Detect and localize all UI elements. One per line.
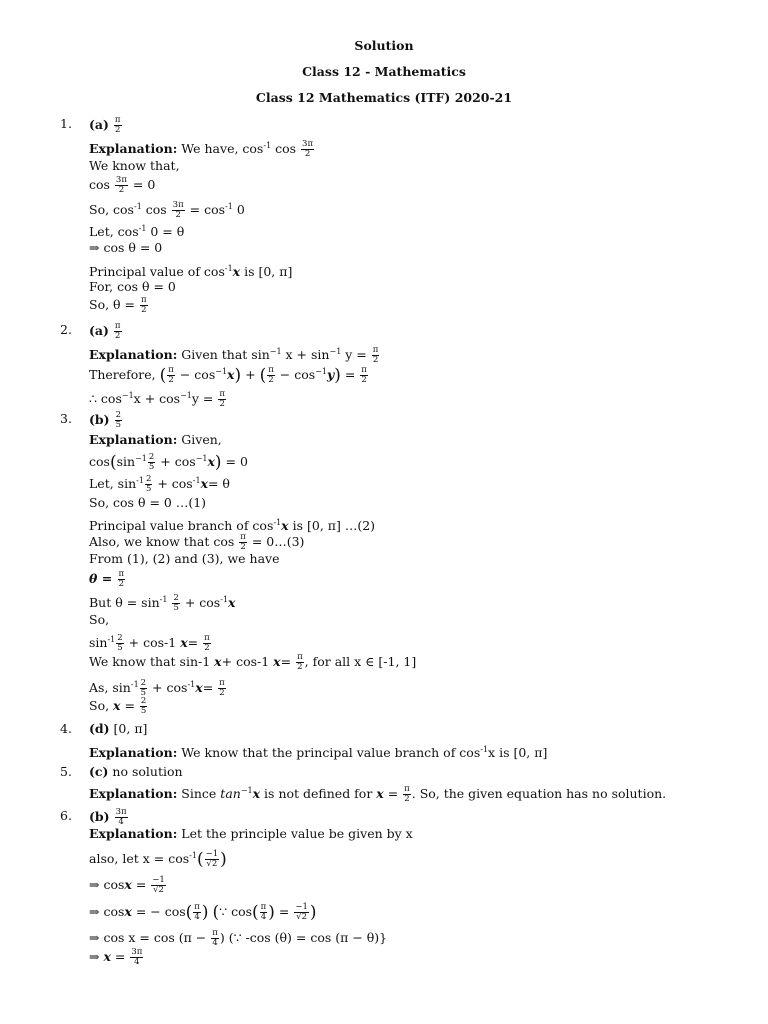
question-number: 2. [60, 322, 72, 337]
math-line: We know that sin-1 x+ cos-1 x= $\frac{\pi}{2}$ , for all x ∈ [-1, 1] [89, 652, 417, 672]
explanation-line: Explanation: Let the principle value be given by x [89, 826, 413, 841]
math-line: So, θ = $\frac{\pi}{2}$ [89, 295, 147, 315]
fraction: $\frac{3\pi}{4}$ [115, 807, 127, 827]
math-line: So, x = $\frac{2}{5}$ [89, 696, 147, 716]
subtitle-heading: Class 12 Mathematics (ITF) 2020-21 [255, 90, 513, 105]
explanation-label: Explanation: [89, 347, 178, 363]
fraction: $\frac{3\pi}{4}$ [131, 947, 143, 967]
explanation-line: Explanation: Given that $\sin^{-1} x + \sin^{-1} y$ = $\frac{\pi}{2}$ [89, 345, 379, 366]
fraction: $\frac{\pi}{2}$ [404, 784, 410, 805]
text-line: We know that, [89, 158, 180, 173]
fraction: $\frac{3\pi}{2}$ [172, 200, 184, 221]
math-line: ⇒ cos θ = 0 [89, 240, 163, 255]
option-label: (a) [89, 117, 109, 132]
fraction: $\frac{-1}{√2}$ [295, 902, 308, 922]
fraction: $\frac{\pi}{2}$ [268, 365, 274, 386]
explanation-label: Explanation: [89, 141, 178, 157]
math-line: Principal value of $\cos^{-1}x$ is [0, π] [89, 264, 293, 280]
solution-heading: Solution [354, 38, 414, 53]
question-number: 1. [60, 116, 72, 131]
fraction: $\frac{\pi}{4}$ [194, 902, 200, 922]
fraction: $\frac{\pi}{2}$ [168, 365, 174, 386]
text-line: From (1), (2) and (3), we have [89, 551, 280, 566]
explanation-label: Explanation: [89, 745, 178, 761]
fraction: $\frac{3\pi}{2}$ [302, 139, 314, 160]
math-line: Also, we know that cos $\frac{\pi}{2}$ = 0…(3) [89, 532, 305, 552]
option-label: (b) [89, 412, 110, 427]
fraction: $\frac{2}{5}$ [140, 678, 147, 699]
math-line: ⇒ cosx = $\frac{-1}{√2}$ [89, 875, 165, 895]
fraction: $\frac{2}{5}$ [145, 474, 152, 495]
fraction: $\frac{2}{5}$ [148, 452, 155, 473]
question-number: 4. [60, 721, 72, 736]
explanation-line: Explanation: Given, [89, 432, 222, 447]
fraction: $\frac{\pi}{2}$ [297, 652, 303, 672]
option-label: (d) [89, 721, 110, 736]
math-line: $\sin^{-1}$ $\frac{2}{5}$ + cos-1 x= $\frac{\pi}{2}$ [89, 633, 210, 654]
fraction: $\frac{\pi}{4}$ [260, 902, 267, 922]
fraction: $\frac{3\pi}{2}$ [115, 175, 127, 195]
answer-line [89, 116, 123, 135]
explanation-line: Explanation: We know that the principal value branch of $\cos^{-1}x$ is [0, π] [89, 745, 548, 761]
math-line: So, cos θ = 0 …(1) [89, 495, 207, 510]
math-line: also, let $x = \cos^{-1}$( $\frac{-1}{√2}$ ) [89, 849, 227, 870]
math-line: So, $\cos^{-1} \cos$ $\frac{3\pi}{2}$ = $\cos^{-1} 0$ [89, 200, 245, 221]
class-heading: Class 12 - Mathematics [302, 64, 466, 79]
math-line: ⇒ cosx = − cos( $\frac{\pi}{4}$ ) (∵ cos( $\frac{\pi}{4}$ ) = $\frac{-1}{√2}$ ) [89, 902, 317, 923]
option-label: (b) [89, 809, 110, 824]
fraction: $\frac{\pi}{2}$ [240, 532, 246, 552]
fraction: $\frac{2}{5}$ [117, 633, 123, 654]
text-line: So, [89, 612, 110, 627]
answer-line: (d) [0, π] [89, 721, 148, 736]
fraction: $\frac{-1}{√2}$ [152, 875, 165, 895]
math-line: Principal value branch of $\cos^{-1}x$ is [0, π] …(2) [89, 518, 376, 534]
explanation-line: Explanation: Since $\tan^{-1}x$ is not defined for x = $\frac{\pi}{2}$ . So, the given equation has no solution. [89, 784, 667, 805]
explanation-label: Explanation: [89, 786, 178, 802]
fraction: $\frac{\pi}{2}$ [118, 569, 125, 589]
question-number: 3. [60, 411, 72, 426]
fraction: $\frac{2}{5}$ [140, 696, 147, 716]
fraction: $\frac{\pi}{2}$ [361, 365, 367, 386]
answer-line: (c) no solution [89, 764, 183, 779]
explanation-label: Explanation: [89, 826, 178, 841]
math-line: But $\theta = \sin^{-1}$ $\frac{2}{5}$ + $\cos^{-1}x$ [89, 593, 236, 614]
question-number: 5. [60, 764, 72, 779]
fraction: $\frac{\pi}{2}$ [140, 295, 147, 315]
math-line: cos $\frac{3\pi}{2}$ = 0 [89, 175, 156, 195]
math-line: ⇒ cos x = cos (π − $\frac{\pi}{4}$ ) (∵ -cos (θ) = cos (π − θ)} [89, 928, 388, 948]
answer-line [89, 322, 123, 341]
math-line: As, $\sin^{-1}$ $\frac{2}{5}$ + $\cos^{-1}x=$ $\frac{\pi}{2}$ [89, 678, 225, 699]
math-line: ⇒ x = $\frac{3\pi}{4}$ [89, 947, 143, 967]
fraction: $\frac{\pi}{2}$ [114, 115, 121, 135]
fraction: $\frac{\pi}{2}$ [204, 633, 210, 654]
fraction: $\frac{\pi}{4}$ [212, 928, 218, 948]
explanation-line: Explanation: We have, $\cos^{-1} \cos$ $\frac{3\pi}{2}$ [89, 139, 314, 160]
fraction: $\frac{\pi}{2}$ [372, 345, 379, 366]
math-line: For, cos θ = 0 [89, 279, 176, 294]
math-line: Let, $\cos^{-1} 0 = \theta$ [89, 224, 185, 240]
math-line: Let, $\sin^{-1}$ $\frac{2}{5}$ + $\cos^{-1}x= \theta$ [89, 474, 230, 495]
fraction: $\frac{2}{5}$ [115, 410, 121, 430]
fraction: $\frac{-1}{√2}$ [205, 849, 219, 870]
fraction: $\frac{\pi}{2}$ [114, 321, 121, 341]
question-number: 6. [60, 808, 72, 823]
answer-line [89, 411, 123, 430]
fraction: $\frac{\pi}{2}$ [219, 678, 225, 699]
math-line: Therefore, ( $\frac{\pi}{2}$ − $\cos^{-1}x$) + ( $\frac{\pi}{2}$ − $\cos^{-1}y$) = $\frac{\pi}{2}$ [89, 365, 367, 386]
fraction: $\frac{2}{5}$ [173, 593, 179, 614]
math-line: ∴ $\cos^{-1}x + \cos^{-1}y$ = $\frac{\pi}{2}$ [89, 389, 225, 410]
answer-line [89, 808, 129, 827]
explanation-label: Explanation: [89, 432, 178, 447]
option-label: (a) [89, 323, 109, 338]
fraction: $\frac{\pi}{2}$ [219, 389, 225, 410]
math-line: θ = $\frac{\pi}{2}$ [89, 569, 125, 589]
math-line: $\cos(\sin^{-1}$ $\frac{2}{5}$ + $\cos^{-1}x) = 0$ [89, 452, 248, 473]
option-label: (c) [89, 764, 109, 779]
